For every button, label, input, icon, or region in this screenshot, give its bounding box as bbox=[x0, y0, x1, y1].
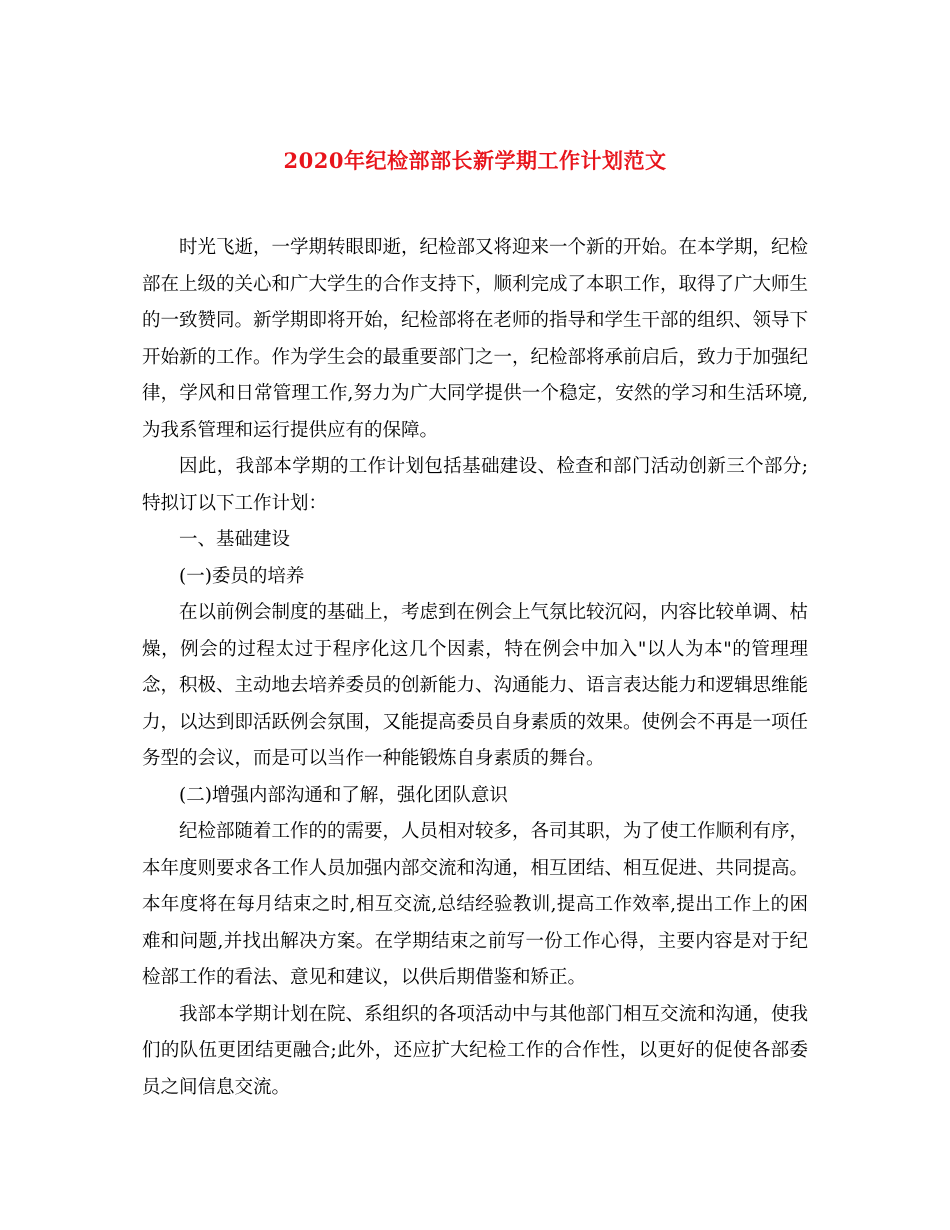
paragraph-internal-communication: 纪检部随着工作的的需要，人员相对较多，各司其职，为了使工作顺利有序，本年度则要求各工作人员加强内部交流和沟通，相互团结、相互促进、共同提高。本年度将在每月结束之时,相互交流,总结经验教训,提高工作效率,提出工作上的困难和问题,并找出解决方案。在学期结束之前写一份工作心得，主要内容是对于纪检部工作的看法、意见和建议，以供后期借鉴和矫正。 bbox=[142, 821, 809, 988]
paragraph-intro: 时光飞逝，一学期转眼即逝，纪检部又将迎来一个新的开始。在本学期，纪检部在上级的关心和广大学生的合作支持下，顺利完成了本职工作，取得了广大师生的一致赞同。新学期即将开始，纪检部将在老师的指导和学生干部的组织、领导下开始新的工作。作为学生会的最重要部门之一，纪检部将承前启后，致力于加强纪律，学风和日常管理工作,努力为广大同学提供一个稳定，安然的学习和生活环境,为我系管理和运行提供应有的保障。 bbox=[142, 237, 809, 441]
subsection-heading-member-training: (一)委员的培养 bbox=[179, 565, 305, 587]
subsection-heading-internal-communication: (二)增强内部沟通和了解，强化团队意识 bbox=[179, 784, 508, 806]
document-title: 2020年纪检部部长新学期工作计划范文 bbox=[283, 148, 667, 173]
section-heading-basic-construction: 一、基础建设 bbox=[179, 529, 291, 550]
paragraph-activity-exchange: 我部本学期计划在院、系组织的各项活动中与其他部门相互交流和沟通，使我们的队伍更团结更融合;此外，还应扩大纪检工作的合作性，以更好的促使各部委员之间信息交流。 bbox=[142, 1003, 809, 1098]
paragraph-plan-overview: 因此，我部本学期的工作计划包括基础建设、检查和部门活动创新三个部分;特拟订以下工作计划： bbox=[142, 456, 808, 514]
paragraph-member-training: 在以前例会制度的基础上，考虑到在例会上气氛比较沉闷，内容比较单调、枯燥，例会的过程太过于程序化这几个因素，特在例会中加入"以人为本"的管理理念，积极、主动地去培养委员的创新能力、沟通能力、语言表达能力和逻辑思维能力，以达到即活跃例会氛围，又能提高委员自身素质的效果。使例会不再是一项任务型的会议，而是可以当作一种能锻炼自身素质的舞台。 bbox=[142, 602, 809, 769]
document-body bbox=[142, 230, 808, 1106]
